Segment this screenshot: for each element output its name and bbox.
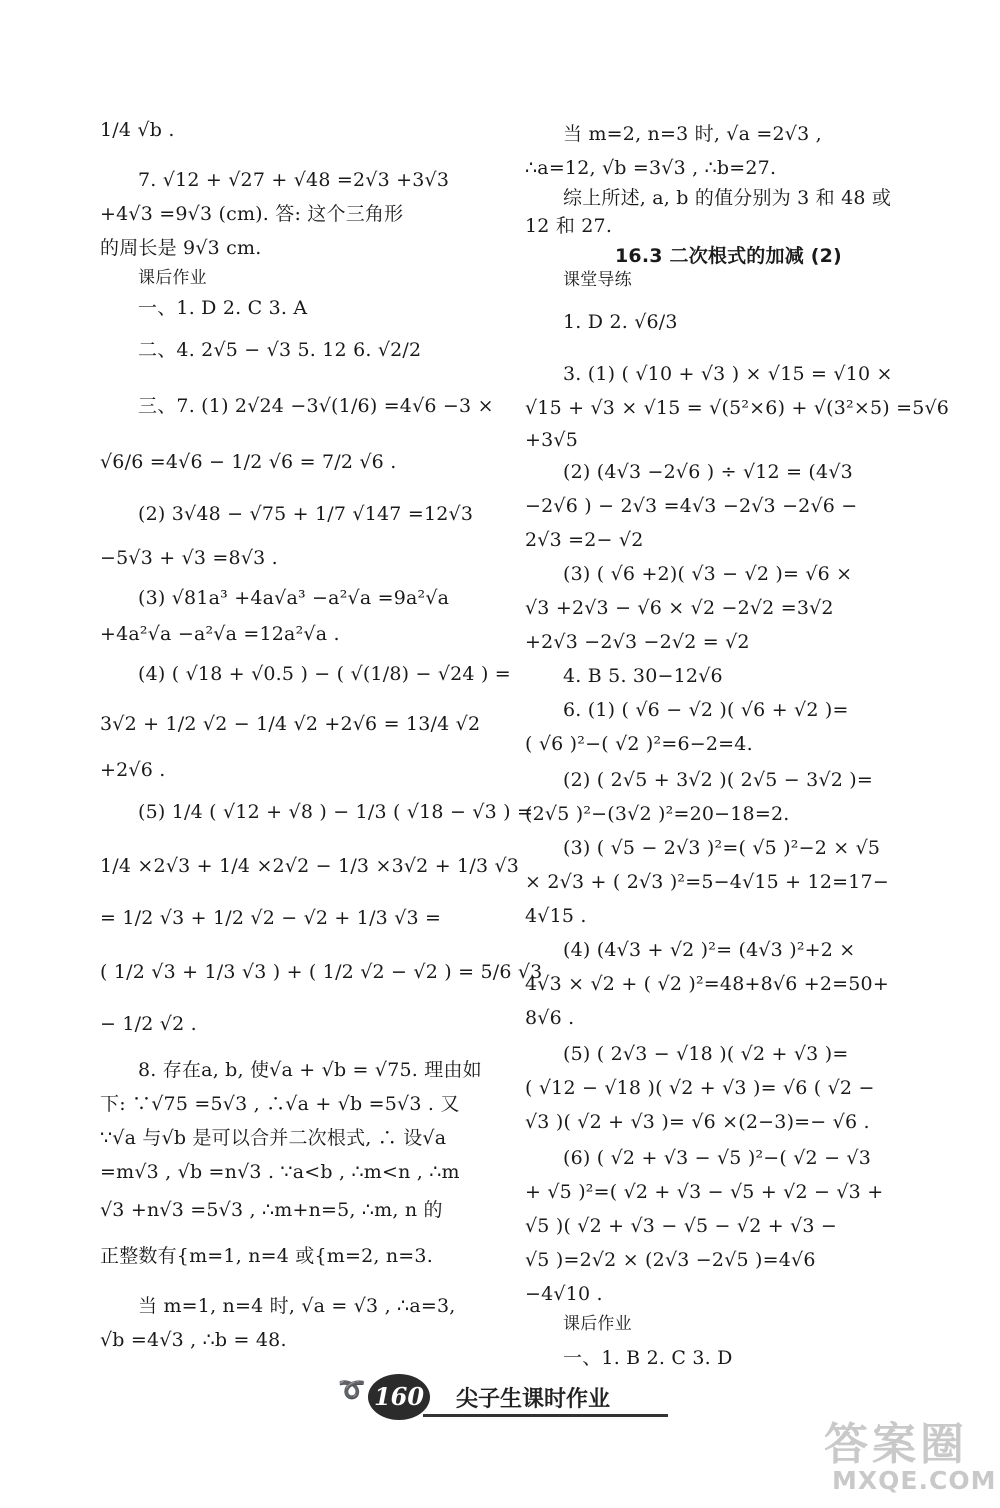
text-line: (2) (4√3 −2√6 ) ÷ √12 = (4√3 <box>563 461 853 483</box>
text-line: 课后作业 <box>138 268 207 288</box>
text-line: (5) 1/4 ( √12 + √8 ) − 1/3 ( √18 − √3 ) = <box>138 801 534 823</box>
text-line: 4√3 × √2 + ( √2 )²=48+8√6 +2=50+ <box>525 973 889 995</box>
text-line: ( √12 − √18 )( √2 + √3 )= √6 ( √2 − <box>525 1077 875 1099</box>
text-line: 12 和 27. <box>525 215 613 237</box>
text-line: 1/4 √b . <box>100 119 175 141</box>
text-line: 二、4. 2√5 − √3 5. 12 6. √2/2 <box>138 339 422 361</box>
page-footer <box>338 1370 668 1430</box>
text-line: 2√3 =2− √2 <box>525 529 644 551</box>
text-line: ∵√a 与√b 是可以合并二次根式, ∴ 设√a <box>100 1127 447 1149</box>
text-line: 6. (1) ( √6 − √2 )( √6 + √2 )= <box>563 699 849 721</box>
text-line: (2√5 )²−(3√2 )²=20−18=2. <box>525 803 790 825</box>
text-line: 7. √12 + √27 + √48 =2√3 +3√3 <box>138 169 450 191</box>
text-line: 当 m=2, n=3 时, √a =2√3 , <box>563 123 822 145</box>
text-line: 一、1. D 2. C 3. A <box>138 297 308 319</box>
text-line: 下: ∵√75 =5√3 , ∴√a + √b =5√3 . 又 <box>100 1093 460 1115</box>
text-line: (3) ( √6 +2)( √3 − √2 )= √6 × <box>563 563 853 585</box>
text-line: √15 + √3 × √15 = √(5²×6) + √(3²×5) =5√6 <box>525 397 950 419</box>
text-line: 8√6 . <box>525 1007 575 1029</box>
text-line: −2√6 ) − 2√3 =4√3 −2√3 −2√6 − <box>525 495 858 517</box>
book-title: 尖子生课时作业 <box>456 1387 611 1412</box>
text-line: × 2√3 + ( 2√3 )²=5−4√15 + 12=17− <box>525 871 889 893</box>
text-line: +2√6 . <box>100 759 166 781</box>
text-line: √5 )( √2 + √3 − √5 − √2 + √3 − <box>525 1215 838 1237</box>
watermark-top-text: 答案圈 <box>824 1419 968 1470</box>
text-line: 1/4 ×2√3 + 1/4 ×2√2 − 1/3 ×3√2 + 1/3 √3 <box>100 855 520 877</box>
text-line: 3. (1) ( √10 + √3 ) × √15 = √10 × <box>563 363 893 385</box>
text-line: ∴a=12, √b =3√3 , ∴b=27. <box>525 157 777 179</box>
text-line: √3 )( √2 + √3 )= √6 ×(2−3)=− √6 . <box>525 1111 870 1133</box>
text-line: 4. B 5. 30−12√6 <box>563 665 723 687</box>
text-line: 16.3 二次根式的加减 (2) <box>615 245 842 267</box>
text-line: 三、7. (1) 2√24 −3√(1/6) =4√6 −3 × <box>138 395 494 417</box>
text-line: +4√3 =9√3 (cm). 答: 这个三角形 <box>100 203 404 225</box>
text-line: 8. 存在a, b, 使√a + √b = √75. 理由如 <box>138 1059 482 1081</box>
text-line: 课后作业 <box>563 1314 632 1334</box>
text-line: 一、1. B 2. C 3. D <box>563 1347 733 1369</box>
text-line: = 1/2 √3 + 1/2 √2 − √2 + 1/3 √3 = <box>100 907 442 929</box>
text-line: (3) √81a³ +4a√a³ −a²√a =9a²√a <box>138 587 450 609</box>
text-line: 1. D 2. √6/3 <box>563 311 678 333</box>
text-line: 当 m=1, n=4 时, √a = √3 , ∴a=3, <box>138 1295 456 1317</box>
text-line: ( 1/2 √3 + 1/3 √3 ) + ( 1/2 √2 − √2 ) = 5/6 √3 <box>100 961 543 983</box>
page-number: 160 <box>368 1374 430 1420</box>
swirl-ornament-icon: ➰ <box>338 1378 366 1403</box>
text-line: +3√5 <box>525 429 579 451</box>
text-line: +4a²√a −a²√a =12a²√a . <box>100 623 340 645</box>
text-line: 3√2 + 1/2 √2 − 1/4 √2 +2√6 = 13/4 √2 <box>100 713 481 735</box>
text-line: 4√15 . <box>525 905 587 927</box>
text-line: √6/6 =4√6 − 1/2 √6 = 7/2 √6 . <box>100 451 397 473</box>
text-line: 综上所述, a, b 的值分别为 3 和 48 或 <box>563 187 892 209</box>
text-line: √3 +n√3 =5√3 , ∴m+n=5, ∴m, n 的 <box>100 1199 443 1221</box>
watermark-logo <box>818 1408 997 1500</box>
text-line: (6) ( √2 + √3 − √5 )²−( √2 − √3 <box>563 1147 872 1169</box>
text-line: +2√3 −2√3 −2√2 = √2 <box>525 631 750 653</box>
text-line: 的周长是 9√3 cm. <box>100 237 262 259</box>
watermark-bottom-text: MXQE.COM <box>832 1466 997 1495</box>
text-line: 课堂导练 <box>563 270 632 290</box>
text-line: √5 )=2√2 × (2√3 −2√5 )=4√6 <box>525 1249 816 1271</box>
text-line: √3 +2√3 − √6 × √2 −2√2 =3√2 <box>525 597 834 619</box>
text-line: (4) ( √18 + √0.5 ) − ( √(1/8) − √24 ) = <box>138 663 511 685</box>
text-line: ( √6 )²−( √2 )²=6−2=4. <box>525 733 753 755</box>
text-line: −4√10 . <box>525 1283 603 1305</box>
text-line: √b =4√3 , ∴b = 48. <box>100 1329 287 1351</box>
text-line: (4) (4√3 + √2 )²= (4√3 )²+2 × <box>563 939 856 961</box>
text-line: (3) ( √5 − 2√3 )²=( √5 )²−2 × √5 <box>563 837 881 859</box>
text-line: + √5 )²=( √2 + √3 − √5 + √2 − √3 + <box>525 1181 884 1203</box>
text-line: 正整数有{m=1, n=4 或{m=2, n=3. <box>100 1245 433 1267</box>
text-line: =m√3 , √b =n√3 . ∵a<b , ∴m<n , ∴m <box>100 1161 460 1183</box>
text-line: − 1/2 √2 . <box>100 1013 197 1035</box>
footer-rule <box>423 1414 668 1417</box>
text-line: (5) ( 2√3 − √18 )( √2 + √3 )= <box>563 1043 849 1065</box>
text-line: −5√3 + √3 =8√3 . <box>100 547 278 569</box>
text-line: (2) 3√48 − √75 + 1/7 √147 =12√3 <box>138 503 474 525</box>
text-line: (2) ( 2√5 + 3√2 )( 2√5 − 3√2 )= <box>563 769 874 791</box>
